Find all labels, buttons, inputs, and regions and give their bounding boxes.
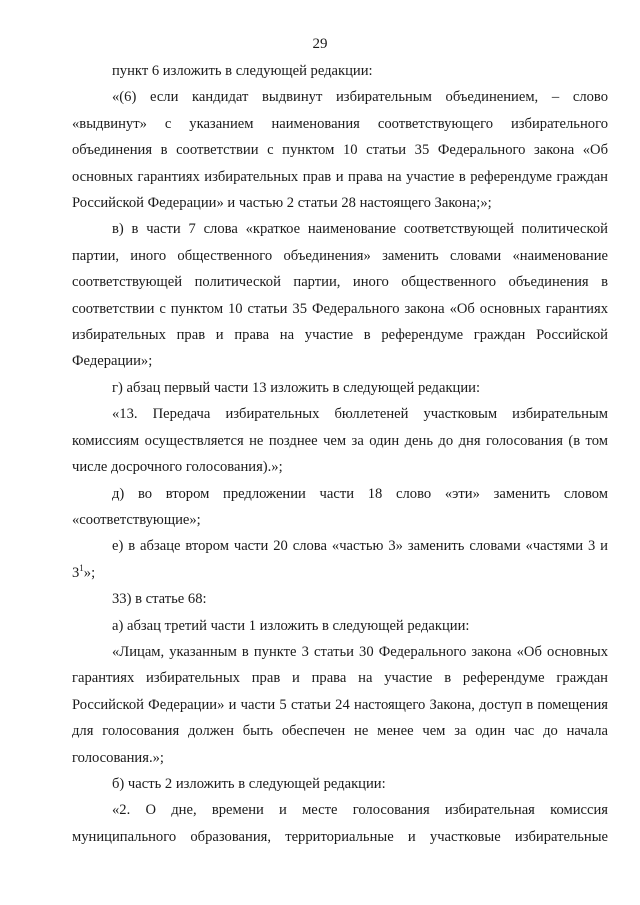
paragraph-quote-6: «(6) если кандидат выдвинут избирательным объединением, – слово «выдвинут» с указанием наименования соответствующего избирательного объединения в соответствии с пунктом 10 статьи 35 Федерального закона «Об основных гарантиях избирательных прав и права на участие в референдуме граждан Российской Федерации» и частью 2 статьи 28 настоящего Закона;»; [72,89,608,212]
paragraph-item-e-tail: »; [83,564,96,581]
paragraph-article-68: 33) в статье 68: [112,591,207,608]
paragraph-item-g: г) абзац первый части 13 изложить в следующей редакции: [112,379,481,396]
paragraph-item-d: д) во втором предложении части 18 слово «эти» заменить словом «соответствующие»; [72,485,608,528]
paragraph-item-e-text: е) в абзаце втором части 20 слова «частью 3» заменить словами «частями 3 и 3 [72,538,608,581]
paragraph-quote-2: «2. О дне, времени и месте голосования избирательная комиссия муниципального образования, территориальные и участковые избирательные [72,802,608,845]
superscript-index: 1 [79,562,84,573]
paragraph-quote-persons: «Лицам, указанным в пункте 3 статьи 30 Федерального закона «Об основных гарантиях избирательных прав и права на участие в референдуме граждан Российской Федерации» и части 5 статьи 24 настоящего Закона, доступ в помещения для голосования должен быть обеспечен не менее чем за один час до начала голосования.»; [72,643,608,766]
paragraph-item-b: б) часть 2 изложить в следующей редакции: [112,775,386,792]
paragraph-item-v: в) в части 7 слова «краткое наименование соответствующей политической партии, иного общественного объединения» заменить словами «наименование соответствующей политической партии, иного общественного объединения в соответствии с пунктом 10 статьи 35 Федерального закона «Об основных гарантиях избирательных прав и права на участие в референдуме граждан Российской Федерации»; [72,221,608,370]
paragraph-quote-13: «13. Передача избирательных бюллетеней участковым избирательным комиссиям осуществляется не позднее чем за один день до дня голосования (в том числе досрочного голосования).»; [72,406,608,476]
paragraph-item-a: а) абзац третий части 1 изложить в следующей редакции: [112,617,470,634]
paragraph-item-e [72,533,608,586]
page-number: 29 [312,36,328,52]
paragraph-intro: пункт 6 изложить в следующей редакции: [112,63,373,79]
document-body [72,58,608,850]
